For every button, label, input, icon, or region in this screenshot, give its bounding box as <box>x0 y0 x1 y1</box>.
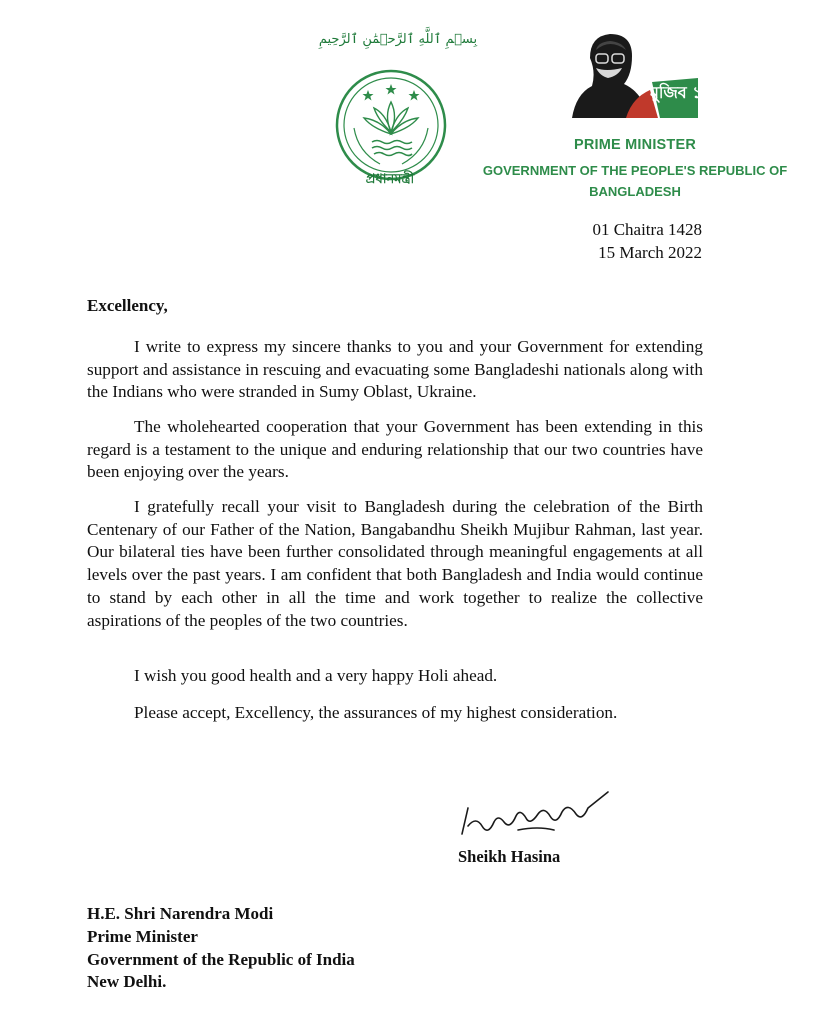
government-line-2: BANGLADESH <box>589 184 681 199</box>
invocation-text: بِسۡمِ ٱللَّهِ ٱلرَّحۡمَٰنِ ٱلرَّحِيمِ <box>318 32 478 47</box>
body-paragraph-4: I wish you good health and a very happy Holi ahead. <box>134 666 498 685</box>
date-block <box>470 218 702 264</box>
bangladesh-emblem <box>334 68 448 182</box>
addressee-block <box>87 903 355 994</box>
logo-text: মুজিব ১০০ <box>650 83 724 102</box>
addressee-name: H.E. Shri Narendra Modi <box>87 904 274 923</box>
mujib-100-logo <box>566 28 724 120</box>
date-bengali: 01 Chaitra 1428 <box>592 220 702 239</box>
salutation: Excellency, <box>87 296 168 315</box>
office-block <box>460 137 810 202</box>
emblem-caption: প্রধানমন্ত্রী <box>365 172 415 187</box>
handwritten-signature <box>458 786 618 846</box>
office-title: PRIME MINISTER <box>573 137 697 153</box>
government-line-1: GOVERNMENT OF THE PEOPLE'S REPUBLIC OF <box>482 163 788 178</box>
body-paragraph-2: The wholehearted cooperation that your Government has been extending in this regard is a testament to the unique and enduring relationship that our two countries have been enjoying over the years. <box>87 417 703 482</box>
addressee-government: Government of the Republic of India <box>87 949 355 969</box>
signatory-name: Sheikh Hasina <box>458 847 561 866</box>
addressee-city: New Delhi. <box>87 972 167 992</box>
body-paragraph-3: I gratefully recall your visit to Bangladesh during the celebration of the Birth Centenary of our Father of the Nation, Bangabandhu Sheikh Mujibur Rahman, last year. Our bilateral ties have been further consolidated through meaningful engagements at all levels over the past years. I am confident that both Bangladesh and India would continue to stand by each other in all the time and work together to realize the collective aspirations of the peoples of the two countries. <box>87 497 703 630</box>
date-gregorian: 15 March 2022 <box>598 243 702 262</box>
addressee-title: Prime Minister <box>87 926 198 946</box>
body-paragraph-5: Please accept, Excellency, the assurances of my highest consideration. <box>134 703 618 722</box>
body-paragraph-1: I write to express my sincere thanks to you and your Government for extending support and assistance in rescuing and evacuating some Bangladeshi nationals along with the Indians who were stranded in Sumy Oblast, Ukraine. <box>87 337 703 402</box>
